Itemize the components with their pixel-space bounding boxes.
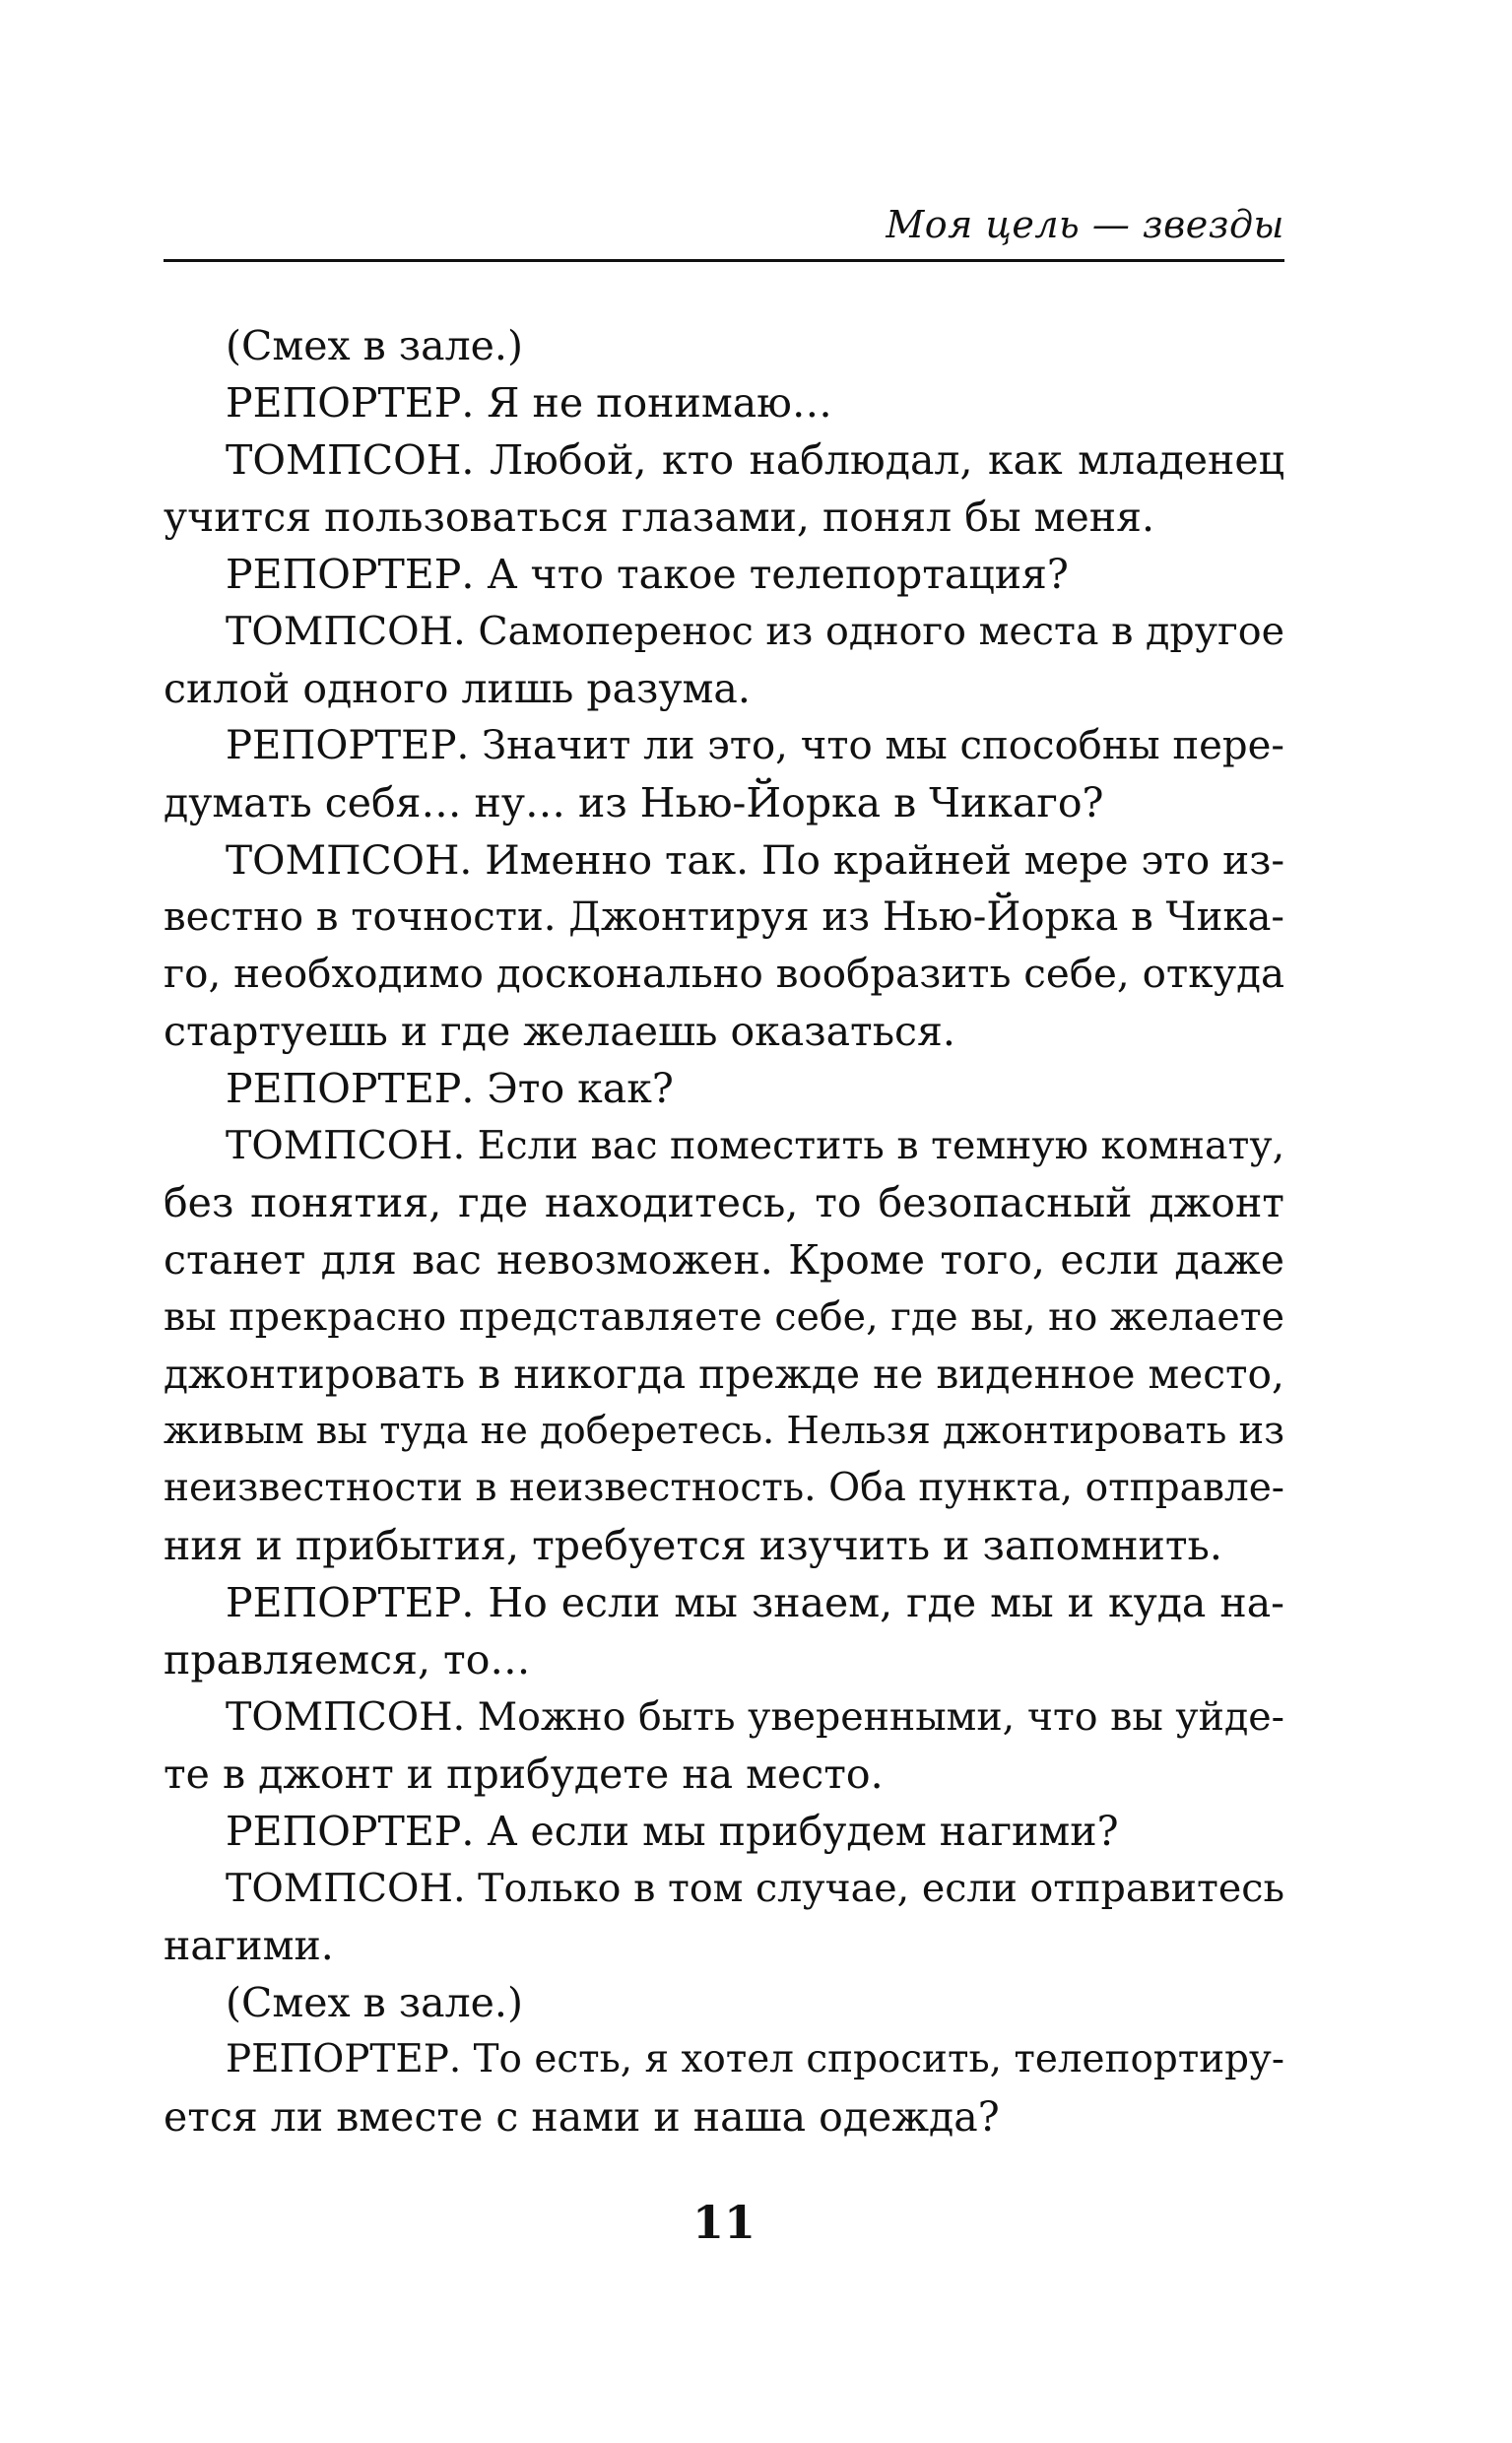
text-line: думать себя… ну… из Нью-Йорка в Чикаго? [164, 779, 1104, 826]
text-line: РЕПОРТЕР. То есть, я хотел спросить, телепортиру- [226, 2037, 1284, 2081]
text-line: неизвестности в неизвестность. Оба пункта, отправле- [164, 1466, 1284, 1510]
text-line: нагими. [164, 1922, 334, 1969]
text-line: РЕПОРТЕР. Я не понимаю… [226, 379, 832, 427]
header-rule [164, 259, 1284, 262]
text-line: правляемся, то… [164, 1636, 531, 1684]
text-line: ется ли вместе с нами и наша одежда? [164, 2093, 1000, 2141]
text-line: РЕПОРТЕР. А что такое телепортация? [226, 551, 1069, 598]
text-line: ТОМПСОН. Самоперенос из одного места в другое [226, 609, 1284, 654]
text-line: вестно в точности. Джонтируя из Нью-Йорка в Чика- [164, 894, 1284, 940]
text-line: го, необходимо досконально вообразить себе, откуда [164, 951, 1285, 997]
text-line: (Смех в зале.) [226, 1979, 523, 2026]
running-header: Моя цель — звезды [886, 203, 1284, 246]
text-line: РЕПОРТЕР. Но если мы знаем, где мы и куда на- [226, 1579, 1284, 1626]
text-line: стартуешь и где желаешь оказаться. [164, 1008, 955, 1055]
text-line: вы прекрасно представляете себе, где вы, но желаете [164, 1294, 1284, 1340]
text-line: ТОМПСОН. Именно так. По крайней мере это из- [226, 836, 1285, 884]
text-line: учится пользоваться глазами, понял бы меня. [164, 494, 1154, 541]
text-line: без понятия, где находитесь, то безопасный джонт [164, 1179, 1284, 1226]
text-line: те в джонт и прибудете на место. [164, 1750, 884, 1798]
text-line: РЕПОРТЕР. Это как? [226, 1065, 674, 1112]
body-text [164, 317, 1284, 2146]
text-line: (Смех в зале.) [226, 322, 523, 369]
text-line: силой одного лишь разума. [164, 665, 751, 712]
text-line: живым вы туда не доберетесь. Нельзя джонтировать из [164, 1409, 1284, 1453]
text-line: РЕПОРТЕР. Значит ли это, что мы способны пере- [226, 723, 1284, 768]
text-line: РЕПОРТЕР. А если мы прибудем нагими? [226, 1808, 1119, 1855]
text-line: ТОМПСОН. Если вас поместить в темную комнату, [226, 1123, 1285, 1168]
text-line: ТОМПСОН. Можно быть уверенными, что вы уйде- [226, 1694, 1284, 1740]
text-line: ТОМПСОН. Любой, кто наблюдал, как младенец [226, 436, 1284, 484]
text-line: станет для вас невозможен. Кроме того, если даже [164, 1236, 1284, 1284]
text-line: ния и прибытия, требуется изучить и запомнить. [164, 1522, 1222, 1569]
page-number: 11 [691, 2196, 756, 2249]
text-line: ТОМПСОН. Только в том случае, если отправитесь [226, 1866, 1284, 1911]
text-line: джонтировать в никогда прежде не виденное место, [164, 1351, 1284, 1398]
